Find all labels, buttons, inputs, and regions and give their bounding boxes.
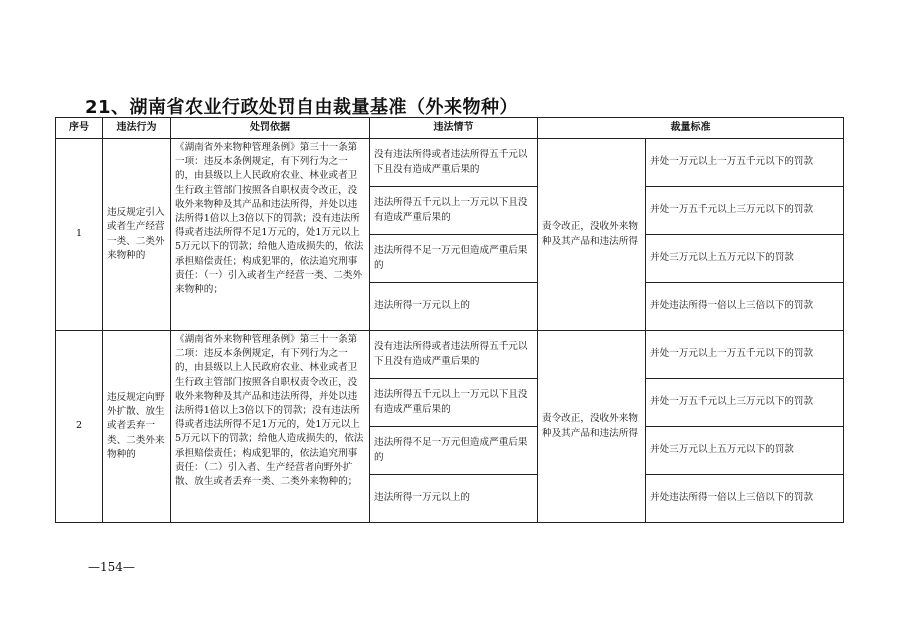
header-no: 序号 — [56, 118, 103, 139]
penalty-table — [55, 117, 844, 523]
penalty-basis: 《湖南省外来物种管理条例》第三十一条第二项：违反本条例规定，有下列行为之一的，由县级以上人民政府农业、林业或者卫生行政主管部门按照各自职权责令改正，没收外来物种及其产品和违法所得，并处以违法所得1倍以上3倍以下的罚款；没有违法所得或者违法所得不足1万元的，处1万元以上5万元以下的罚款；给他人造成损失的，依法承担赔偿责任；构成犯罪的，依法追究刑事责任：（二）引入者、生产经营者向野外扩散、放生或者丢弃一类、二类外来物种的； — [171, 331, 370, 523]
header-basis: 处罚依据 — [171, 118, 370, 139]
penalty-cell: 并处一万五千元以上三万元以下的罚款 — [646, 379, 844, 427]
table-row — [56, 139, 844, 187]
circumstance-cell: 违法所得不足一万元但造成严重后果的 — [370, 235, 538, 283]
page-number: —154— — [88, 560, 135, 574]
circumstance-cell: 违法所得五千元以上一万元以下且没有造成严重后果的 — [370, 187, 538, 235]
measure-cell: 责令改正，没收外来物种及其产品和违法所得 — [538, 331, 646, 523]
penalty-cell: 并处三万元以上五万元以下的罚款 — [646, 427, 844, 475]
document-title: 21、湖南省农业行政处罚自由裁量基准（外来物种） — [85, 97, 519, 118]
table-row — [56, 331, 844, 379]
circumstance-cell: 没有违法所得或者违法所得五千元以下且没有造成严重后果的 — [370, 331, 538, 379]
header-row — [56, 118, 844, 139]
header-circumstance: 违法情节 — [370, 118, 538, 139]
row-number: 1 — [56, 139, 103, 331]
penalty-cell: 并处一万元以上一万五千元以下的罚款 — [646, 139, 844, 187]
circumstance-cell: 没有违法所得或者违法所得五千元以下且没有造成严重后果的 — [370, 139, 538, 187]
penalty-cell: 并处一万元以上一万五千元以下的罚款 — [646, 331, 844, 379]
header-behavior: 违法行为 — [103, 118, 171, 139]
penalty-cell: 并处违法所得一倍以上三倍以下的罚款 — [646, 283, 844, 331]
violation-behavior: 违反规定向野外扩散、放生或者丢弃一类、二类外来物种的 — [103, 331, 171, 523]
header-standard: 裁量标准 — [538, 118, 844, 139]
circumstance-cell: 违法所得一万元以上的 — [370, 283, 538, 331]
violation-behavior: 违反规定引入或者生产经营一类、二类外来物种的 — [103, 139, 171, 331]
penalty-basis: 《湖南省外来物种管理条例》第三十一条第一项：违反本条例规定，有下列行为之一的，由县级以上人民政府农业、林业或者卫生行政主管部门按照各自职权责令改正，没收外来物种及其产品和违法所得，并处以违法所得1倍以上3倍以下的罚款；没有违法所得或者违法所得不足1万元的，处1万元以上5万元以下的罚款；给他人造成损失的，依法承担赔偿责任；构成犯罪的，依法追究刑事责任：（一）引入或者生产经营一类、二类外来物种的； — [171, 139, 370, 331]
circumstance-cell: 违法所得五千元以上一万元以下且没有造成严重后果的 — [370, 379, 538, 427]
penalty-cell: 并处违法所得一倍以上三倍以下的罚款 — [646, 475, 844, 523]
measure-cell: 责令改正，没收外来物种及其产品和违法所得 — [538, 139, 646, 331]
circumstance-cell: 违法所得一万元以上的 — [370, 475, 538, 523]
penalty-cell: 并处一万五千元以上三万元以下的罚款 — [646, 187, 844, 235]
circumstance-cell: 违法所得不足一万元但造成严重后果的 — [370, 427, 538, 475]
penalty-cell: 并处三万元以上五万元以下的罚款 — [646, 235, 844, 283]
row-number: 2 — [56, 331, 103, 523]
